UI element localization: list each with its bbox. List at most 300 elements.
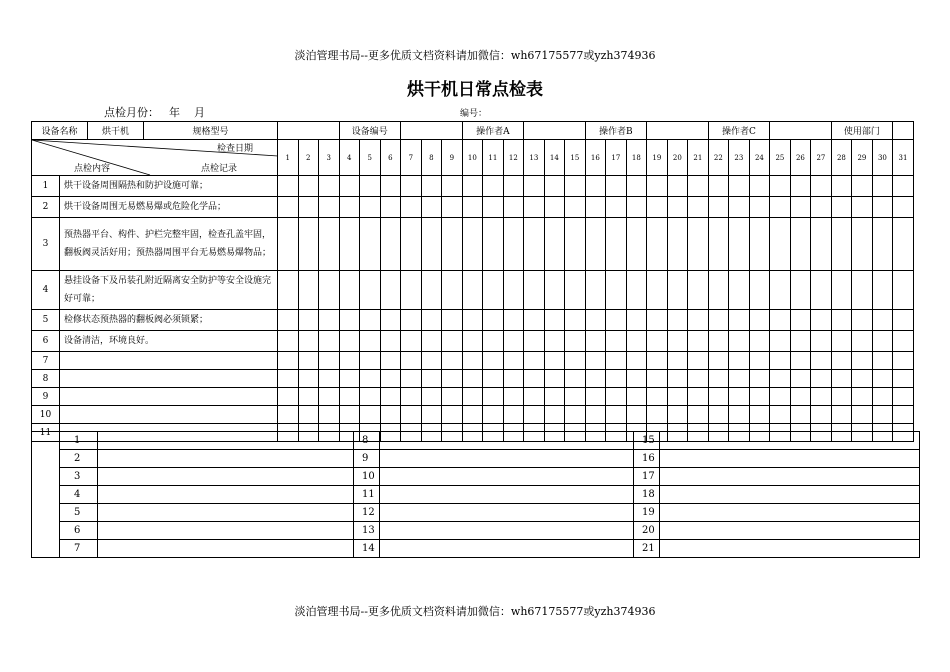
check-cell[interactable] (708, 331, 729, 352)
check-cell[interactable] (544, 176, 565, 197)
check-cell[interactable] (729, 406, 750, 424)
check-cell[interactable] (380, 388, 401, 406)
check-cell[interactable] (606, 388, 627, 406)
check-cell[interactable] (544, 197, 565, 218)
check-cell[interactable] (770, 406, 791, 424)
check-cell[interactable] (462, 388, 483, 406)
check-cell[interactable] (298, 218, 319, 271)
check-cell[interactable] (278, 218, 299, 271)
check-cell[interactable] (401, 331, 422, 352)
check-cell[interactable] (401, 176, 422, 197)
check-cell[interactable] (893, 331, 914, 352)
check-cell[interactable] (483, 370, 504, 388)
check-cell[interactable] (421, 388, 442, 406)
check-cell[interactable] (749, 176, 770, 197)
check-cell[interactable] (319, 271, 340, 310)
check-cell[interactable] (872, 218, 893, 271)
check-cell[interactable] (770, 370, 791, 388)
check-cell[interactable] (442, 370, 463, 388)
check-cell[interactable] (831, 310, 852, 331)
check-cell[interactable] (319, 310, 340, 331)
signature-field[interactable] (98, 432, 354, 450)
check-cell[interactable] (421, 370, 442, 388)
check-cell[interactable] (503, 406, 524, 424)
check-cell[interactable] (483, 406, 504, 424)
check-cell[interactable] (544, 352, 565, 370)
check-cell[interactable] (872, 370, 893, 388)
check-cell[interactable] (360, 218, 381, 271)
check-cell[interactable] (749, 406, 770, 424)
check-cell[interactable] (298, 370, 319, 388)
signature-field[interactable] (660, 522, 920, 540)
check-cell[interactable] (852, 271, 873, 310)
check-cell[interactable] (462, 271, 483, 310)
check-cell[interactable] (524, 310, 545, 331)
check-cell[interactable] (729, 197, 750, 218)
check-cell[interactable] (442, 176, 463, 197)
check-cell[interactable] (462, 331, 483, 352)
check-cell[interactable] (667, 176, 688, 197)
check-cell[interactable] (872, 197, 893, 218)
check-cell[interactable] (647, 331, 668, 352)
check-cell[interactable] (421, 331, 442, 352)
spec-value[interactable] (278, 122, 340, 140)
check-cell[interactable] (421, 310, 442, 331)
check-cell[interactable] (729, 388, 750, 406)
check-cell[interactable] (708, 271, 729, 310)
check-cell[interactable] (749, 331, 770, 352)
check-cell[interactable] (339, 352, 360, 370)
check-cell[interactable] (729, 310, 750, 331)
check-cell[interactable] (626, 370, 647, 388)
check-cell[interactable] (647, 218, 668, 271)
check-cell[interactable] (647, 197, 668, 218)
check-cell[interactable] (503, 331, 524, 352)
check-cell[interactable] (770, 331, 791, 352)
check-cell[interactable] (770, 388, 791, 406)
check-cell[interactable] (790, 331, 811, 352)
check-cell[interactable] (278, 370, 299, 388)
check-cell[interactable] (565, 352, 586, 370)
check-cell[interactable] (483, 388, 504, 406)
check-cell[interactable] (360, 197, 381, 218)
check-cell[interactable] (380, 406, 401, 424)
check-cell[interactable] (688, 370, 709, 388)
check-cell[interactable] (565, 331, 586, 352)
check-cell[interactable] (319, 197, 340, 218)
check-cell[interactable] (524, 197, 545, 218)
check-cell[interactable] (298, 406, 319, 424)
check-cell[interactable] (278, 352, 299, 370)
check-cell[interactable] (503, 370, 524, 388)
check-cell[interactable] (503, 310, 524, 331)
check-cell[interactable] (708, 388, 729, 406)
check-cell[interactable] (319, 370, 340, 388)
check-cell[interactable] (790, 310, 811, 331)
check-cell[interactable] (278, 197, 299, 218)
check-cell[interactable] (708, 406, 729, 424)
signature-field[interactable] (380, 468, 634, 486)
check-cell[interactable] (647, 271, 668, 310)
check-cell[interactable] (606, 406, 627, 424)
check-cell[interactable] (544, 218, 565, 271)
check-cell[interactable] (893, 388, 914, 406)
check-cell[interactable] (278, 271, 299, 310)
check-cell[interactable] (401, 406, 422, 424)
check-cell[interactable] (667, 218, 688, 271)
signature-field[interactable] (380, 450, 634, 468)
check-cell[interactable] (852, 352, 873, 370)
check-cell[interactable] (667, 352, 688, 370)
check-cell[interactable] (811, 370, 832, 388)
check-cell[interactable] (811, 406, 832, 424)
check-cell[interactable] (626, 310, 647, 331)
check-cell[interactable] (585, 352, 606, 370)
check-cell[interactable] (401, 218, 422, 271)
check-cell[interactable] (544, 271, 565, 310)
check-cell[interactable] (298, 352, 319, 370)
check-cell[interactable] (708, 197, 729, 218)
check-cell[interactable] (565, 370, 586, 388)
check-cell[interactable] (380, 218, 401, 271)
check-cell[interactable] (421, 218, 442, 271)
operator-b-value[interactable] (647, 122, 709, 140)
check-cell[interactable] (360, 370, 381, 388)
check-cell[interactable] (278, 388, 299, 406)
check-cell[interactable] (462, 197, 483, 218)
check-cell[interactable] (339, 218, 360, 271)
check-cell[interactable] (360, 352, 381, 370)
check-cell[interactable] (872, 176, 893, 197)
signature-field[interactable] (660, 468, 920, 486)
check-cell[interactable] (749, 218, 770, 271)
check-cell[interactable] (298, 176, 319, 197)
check-cell[interactable] (298, 271, 319, 310)
check-cell[interactable] (790, 406, 811, 424)
check-cell[interactable] (688, 218, 709, 271)
check-cell[interactable] (339, 271, 360, 310)
check-cell[interactable] (319, 406, 340, 424)
operator-c-value[interactable] (770, 122, 832, 140)
check-cell[interactable] (462, 352, 483, 370)
check-cell[interactable] (749, 310, 770, 331)
check-cell[interactable] (831, 218, 852, 271)
check-cell[interactable] (524, 271, 545, 310)
check-cell[interactable] (790, 388, 811, 406)
signature-field[interactable] (380, 504, 634, 522)
check-cell[interactable] (872, 352, 893, 370)
check-cell[interactable] (626, 331, 647, 352)
check-cell[interactable] (483, 331, 504, 352)
check-cell[interactable] (503, 218, 524, 271)
check-cell[interactable] (298, 331, 319, 352)
check-cell[interactable] (339, 310, 360, 331)
check-cell[interactable] (524, 352, 545, 370)
check-cell[interactable] (339, 388, 360, 406)
check-cell[interactable] (749, 370, 770, 388)
check-cell[interactable] (380, 271, 401, 310)
check-cell[interactable] (729, 176, 750, 197)
signature-field[interactable] (660, 486, 920, 504)
check-cell[interactable] (770, 197, 791, 218)
operator-a-value[interactable] (524, 122, 586, 140)
check-cell[interactable] (790, 352, 811, 370)
check-cell[interactable] (421, 406, 442, 424)
check-cell[interactable] (401, 370, 422, 388)
check-cell[interactable] (893, 310, 914, 331)
check-cell[interactable] (524, 331, 545, 352)
check-cell[interactable] (483, 352, 504, 370)
check-cell[interactable] (667, 197, 688, 218)
check-cell[interactable] (688, 406, 709, 424)
check-cell[interactable] (585, 218, 606, 271)
check-cell[interactable] (462, 176, 483, 197)
check-cell[interactable] (585, 197, 606, 218)
check-cell[interactable] (893, 370, 914, 388)
signature-field[interactable] (98, 450, 354, 468)
check-cell[interactable] (544, 331, 565, 352)
check-cell[interactable] (278, 406, 299, 424)
check-cell[interactable] (811, 310, 832, 331)
check-cell[interactable] (872, 406, 893, 424)
check-cell[interactable] (708, 370, 729, 388)
check-cell[interactable] (503, 388, 524, 406)
signature-field[interactable] (98, 504, 354, 522)
signature-field[interactable] (660, 504, 920, 522)
check-cell[interactable] (729, 370, 750, 388)
check-cell[interactable] (831, 406, 852, 424)
check-cell[interactable] (421, 197, 442, 218)
check-cell[interactable] (626, 197, 647, 218)
check-cell[interactable] (872, 271, 893, 310)
check-cell[interactable] (565, 388, 586, 406)
check-cell[interactable] (729, 352, 750, 370)
check-cell[interactable] (893, 218, 914, 271)
check-cell[interactable] (729, 218, 750, 271)
check-cell[interactable] (360, 310, 381, 331)
check-cell[interactable] (421, 176, 442, 197)
check-cell[interactable] (606, 176, 627, 197)
check-cell[interactable] (606, 370, 627, 388)
check-cell[interactable] (483, 310, 504, 331)
check-cell[interactable] (749, 388, 770, 406)
check-cell[interactable] (401, 310, 422, 331)
check-cell[interactable] (729, 271, 750, 310)
device-no-value[interactable] (401, 122, 463, 140)
check-cell[interactable] (401, 197, 422, 218)
check-cell[interactable] (647, 352, 668, 370)
check-cell[interactable] (688, 271, 709, 310)
check-cell[interactable] (503, 271, 524, 310)
check-cell[interactable] (872, 388, 893, 406)
check-cell[interactable] (442, 406, 463, 424)
check-cell[interactable] (298, 388, 319, 406)
check-cell[interactable] (278, 331, 299, 352)
check-cell[interactable] (667, 406, 688, 424)
check-cell[interactable] (626, 271, 647, 310)
signature-field[interactable] (380, 540, 634, 558)
check-cell[interactable] (462, 370, 483, 388)
check-cell[interactable] (852, 310, 873, 331)
signature-field[interactable] (380, 486, 634, 504)
check-cell[interactable] (462, 218, 483, 271)
check-cell[interactable] (544, 310, 565, 331)
check-cell[interactable] (442, 197, 463, 218)
check-cell[interactable] (278, 176, 299, 197)
check-cell[interactable] (339, 331, 360, 352)
check-cell[interactable] (442, 388, 463, 406)
check-cell[interactable] (770, 271, 791, 310)
check-cell[interactable] (831, 352, 852, 370)
check-cell[interactable] (852, 218, 873, 271)
check-cell[interactable] (442, 271, 463, 310)
check-cell[interactable] (360, 331, 381, 352)
check-cell[interactable] (688, 352, 709, 370)
check-cell[interactable] (319, 352, 340, 370)
check-cell[interactable] (565, 310, 586, 331)
check-cell[interactable] (893, 352, 914, 370)
dept-value[interactable] (893, 122, 914, 140)
check-cell[interactable] (872, 310, 893, 331)
check-cell[interactable] (360, 388, 381, 406)
check-cell[interactable] (852, 388, 873, 406)
check-cell[interactable] (831, 271, 852, 310)
check-cell[interactable] (585, 271, 606, 310)
check-cell[interactable] (790, 197, 811, 218)
check-cell[interactable] (380, 370, 401, 388)
check-cell[interactable] (483, 218, 504, 271)
check-cell[interactable] (606, 331, 627, 352)
check-cell[interactable] (565, 218, 586, 271)
check-cell[interactable] (688, 197, 709, 218)
check-cell[interactable] (442, 331, 463, 352)
check-cell[interactable] (544, 370, 565, 388)
check-cell[interactable] (565, 406, 586, 424)
check-cell[interactable] (524, 218, 545, 271)
check-cell[interactable] (626, 406, 647, 424)
check-cell[interactable] (524, 176, 545, 197)
check-cell[interactable] (647, 176, 668, 197)
check-cell[interactable] (585, 176, 606, 197)
check-cell[interactable] (790, 218, 811, 271)
check-cell[interactable] (647, 310, 668, 331)
check-cell[interactable] (544, 388, 565, 406)
check-cell[interactable] (585, 310, 606, 331)
check-cell[interactable] (339, 197, 360, 218)
check-cell[interactable] (606, 310, 627, 331)
check-cell[interactable] (647, 406, 668, 424)
signature-field[interactable] (660, 432, 920, 450)
check-cell[interactable] (811, 218, 832, 271)
check-cell[interactable] (831, 370, 852, 388)
check-cell[interactable] (852, 197, 873, 218)
check-cell[interactable] (544, 406, 565, 424)
check-cell[interactable] (790, 271, 811, 310)
check-cell[interactable] (872, 331, 893, 352)
check-cell[interactable] (893, 271, 914, 310)
check-cell[interactable] (708, 176, 729, 197)
check-cell[interactable] (708, 218, 729, 271)
check-cell[interactable] (462, 310, 483, 331)
check-cell[interactable] (708, 310, 729, 331)
check-cell[interactable] (380, 331, 401, 352)
check-cell[interactable] (811, 352, 832, 370)
check-cell[interactable] (585, 370, 606, 388)
check-cell[interactable] (831, 197, 852, 218)
check-cell[interactable] (401, 352, 422, 370)
check-cell[interactable] (667, 310, 688, 331)
check-cell[interactable] (524, 370, 545, 388)
check-cell[interactable] (442, 218, 463, 271)
check-cell[interactable] (524, 406, 545, 424)
check-cell[interactable] (626, 352, 647, 370)
check-cell[interactable] (667, 370, 688, 388)
check-cell[interactable] (667, 388, 688, 406)
check-cell[interactable] (790, 370, 811, 388)
check-cell[interactable] (647, 388, 668, 406)
check-cell[interactable] (339, 176, 360, 197)
check-cell[interactable] (462, 406, 483, 424)
check-cell[interactable] (565, 197, 586, 218)
check-cell[interactable] (421, 352, 442, 370)
signature-field[interactable] (660, 450, 920, 468)
check-cell[interactable] (811, 176, 832, 197)
check-cell[interactable] (298, 197, 319, 218)
check-cell[interactable] (380, 197, 401, 218)
check-cell[interactable] (380, 352, 401, 370)
check-cell[interactable] (483, 197, 504, 218)
check-cell[interactable] (852, 406, 873, 424)
check-cell[interactable] (831, 176, 852, 197)
check-cell[interactable] (688, 331, 709, 352)
check-cell[interactable] (790, 176, 811, 197)
check-cell[interactable] (688, 176, 709, 197)
check-cell[interactable] (708, 352, 729, 370)
check-cell[interactable] (360, 176, 381, 197)
check-cell[interactable] (278, 310, 299, 331)
check-cell[interactable] (360, 406, 381, 424)
check-cell[interactable] (585, 388, 606, 406)
check-cell[interactable] (319, 176, 340, 197)
signature-field[interactable] (98, 468, 354, 486)
check-cell[interactable] (319, 388, 340, 406)
check-cell[interactable] (401, 388, 422, 406)
check-cell[interactable] (483, 176, 504, 197)
check-cell[interactable] (811, 197, 832, 218)
check-cell[interactable] (831, 331, 852, 352)
check-cell[interactable] (688, 388, 709, 406)
check-cell[interactable] (503, 352, 524, 370)
check-cell[interactable] (442, 310, 463, 331)
check-cell[interactable] (811, 388, 832, 406)
check-cell[interactable] (647, 370, 668, 388)
check-cell[interactable] (360, 271, 381, 310)
check-cell[interactable] (339, 370, 360, 388)
check-cell[interactable] (606, 271, 627, 310)
check-cell[interactable] (749, 352, 770, 370)
check-cell[interactable] (298, 310, 319, 331)
check-cell[interactable] (524, 388, 545, 406)
check-cell[interactable] (503, 197, 524, 218)
check-cell[interactable] (852, 370, 873, 388)
check-cell[interactable] (626, 218, 647, 271)
check-cell[interactable] (339, 406, 360, 424)
signature-field[interactable] (98, 522, 354, 540)
check-cell[interactable] (626, 176, 647, 197)
check-cell[interactable] (852, 331, 873, 352)
signature-field[interactable] (660, 540, 920, 558)
check-cell[interactable] (606, 197, 627, 218)
